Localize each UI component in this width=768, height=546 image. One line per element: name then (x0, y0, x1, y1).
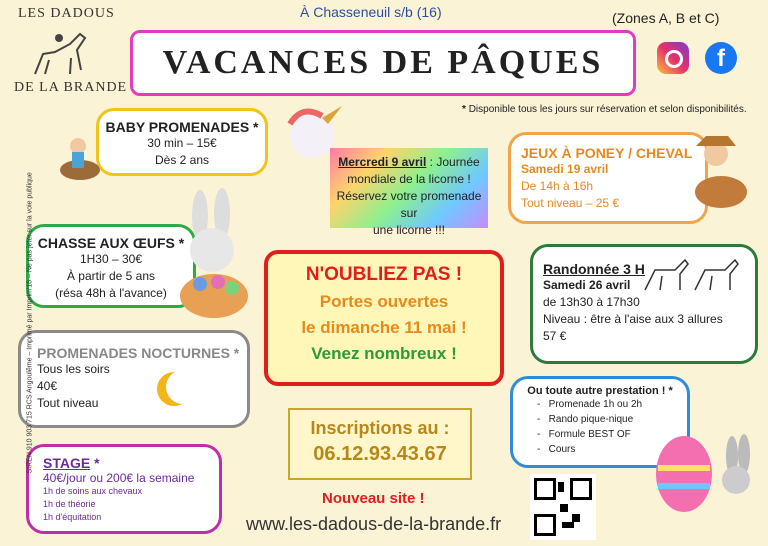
nocturnes-line: 40€ (37, 379, 58, 393)
rando-line: de 13h30 à 17h30 (543, 295, 640, 309)
autre-item: - Promenade 1h ou 2h (537, 399, 643, 410)
licorne-line: Réservez votre promenade sur (336, 189, 482, 220)
nocturnes-box (18, 330, 250, 428)
logo-horse-icon (25, 24, 95, 84)
pony-rider-icon (50, 130, 110, 190)
stage-title: STAGE * (43, 455, 100, 471)
chasse-line: À partir de 5 ans (66, 269, 156, 283)
qr-code-icon[interactable] (530, 474, 596, 540)
inscriptions-label: Inscriptions au : (310, 418, 450, 438)
nocturnes-line: Tous les soirs (37, 362, 110, 376)
phone-number[interactable]: 06.12.93.43.67 (313, 443, 447, 465)
website-link[interactable]: www.les-dadous-de-la-brande.fr (246, 514, 502, 534)
siren-text: SIREN 910 903 715 RCS Angoulême – Imprimé par Imprim'16 – Ne pas jeter sur la voie publique (26, 172, 34, 474)
instagram-icon[interactable] (657, 42, 689, 74)
availability-note: * Disponible tous les jours sur réservation et selon disponibilités. (462, 104, 747, 115)
stage-line: 1h d'équitation (43, 512, 102, 522)
stage-line: 1h de soins aux chevaux (43, 486, 143, 496)
baby-line: 30 min – 15€ (147, 136, 217, 150)
autre-item: - Cours (537, 444, 576, 455)
stage-line: 1h de théorie (43, 499, 96, 509)
oubliez-box (264, 250, 504, 386)
rando-date: Samedi 26 avril (543, 278, 631, 292)
logo-top: LES DADOUS (18, 6, 115, 21)
poney-date: Samedi 19 avril (521, 162, 609, 176)
poney-line: De 14h à 16h (521, 179, 594, 193)
easter-egg-bunny-icon (648, 420, 763, 520)
autre-title: Ou toute autre prestation ! * (527, 385, 673, 397)
chasse-title: CHASSE AUX ŒUFS * (37, 235, 185, 251)
autre-item: - Formule BEST OF (537, 429, 631, 440)
poney-line: Tout niveau – 25 € (521, 196, 620, 210)
poney-title: JEUX À PONEY / CHEVAL (521, 145, 693, 161)
baby-line: Dès 2 ans (154, 153, 210, 167)
oubliez-line: Venez nombreux ! (311, 344, 457, 363)
poney-box (508, 132, 708, 224)
licorne-line: une licorne !!! (372, 223, 446, 237)
baby-promenades-box (96, 108, 268, 176)
riders-horses-icon (640, 250, 750, 300)
rando-title: Randonnée 3 H (543, 261, 645, 277)
licorne-box: Mercredi 9 avril : Journée mondiale de la licorne ! Réservez votre promenade sur une licorne !!! (330, 148, 488, 228)
logo-bottom: DE LA BRANDE (14, 80, 128, 95)
nouveau-site: Nouveau site ! (322, 490, 425, 507)
licorne-line: mondiale de la licorne ! (347, 172, 471, 186)
chasse-line: 1H30 – 30€ (79, 252, 143, 266)
licorne-date: Mercredi 9 avril (338, 155, 427, 169)
rando-line: Niveau : être à l'aise aux 3 allures (543, 312, 723, 326)
location: À Chasseneuil s/b (16) (300, 4, 442, 20)
stage-box (26, 444, 222, 534)
oubliez-line: le dimanche 11 mai ! (301, 318, 467, 337)
oubliez-line: Portes ouvertes (319, 292, 449, 311)
facebook-icon[interactable]: f (705, 42, 737, 74)
stage-price: 40€/jour ou 200€ la semaine (43, 471, 195, 485)
baby-title: BABY PROMENADES * (105, 119, 259, 135)
chasse-line: (résa 48h à l'avance) (55, 286, 167, 300)
nocturnes-line: Tout niveau (37, 396, 99, 410)
cowgirl-pony-icon (686, 130, 756, 220)
moon-icon (166, 370, 200, 404)
zones: (Zones A, B et C) (612, 10, 720, 26)
oubliez-title: N'OUBLIEZ PAS ! (305, 264, 463, 285)
bunny-basket-icon (170, 186, 260, 326)
autre-item: - Rando pique-nique (537, 414, 634, 425)
page-title: VACANCES DE PÂQUES (130, 30, 636, 96)
nocturnes-title: PROMENADES NOCTURNES * (37, 345, 240, 361)
rando-line: 57 € (543, 329, 567, 343)
inscriptions-box (288, 408, 472, 480)
